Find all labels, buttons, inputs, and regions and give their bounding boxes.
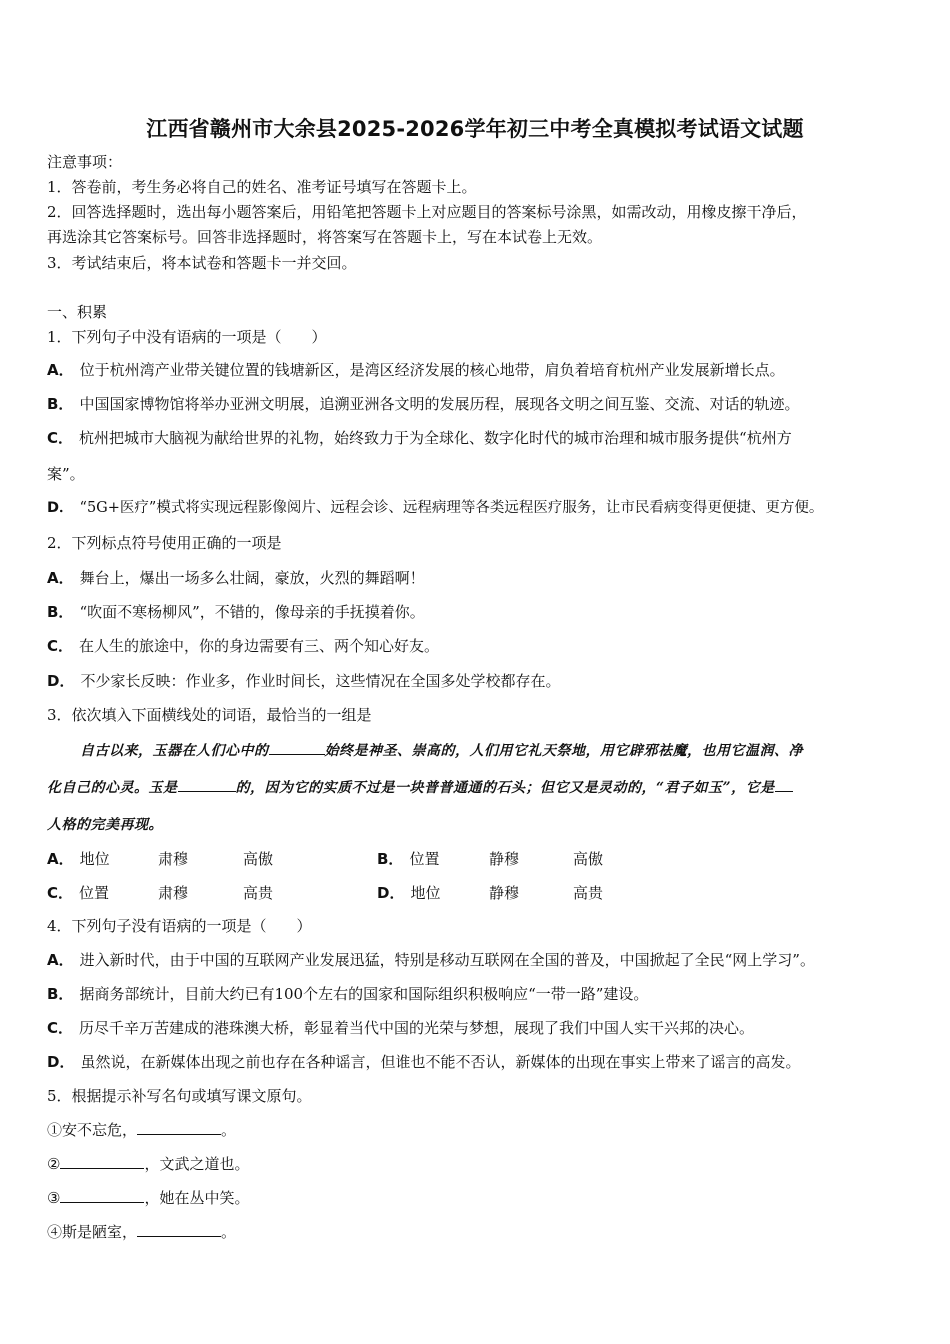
option-word: 位置 <box>79 884 110 902</box>
item-text: ，文武之道也。 <box>144 1155 250 1173</box>
fill-item <box>47 1120 236 1140</box>
item-text: 斯是陋室， <box>62 1223 138 1241</box>
notice-item: 再选涂其它答案标号。回答非选择题时，将答案写在答题卡上，写在本试卷上无效。 <box>47 228 603 246</box>
option-text: 虽然说，在新媒体出现之前也存在各种谣言，但谁也不能不否认，新媒体的出现在事实上带来了谣言的高发。 <box>80 1053 801 1071</box>
option-letter: B． <box>47 603 74 621</box>
option-row <box>47 950 815 970</box>
option-letter: A． <box>47 951 74 969</box>
option-row <box>47 1018 754 1038</box>
option-letter-text: D． <box>377 884 405 902</box>
option-row <box>47 1052 800 1072</box>
passage-text: 始终是神圣、崇高的，人们用它礼天祭地，用它辟邪祛魔，也用它温润、净 <box>324 743 803 759</box>
item-number: ④ <box>47 1223 63 1241</box>
option-word: 地位 <box>79 850 110 868</box>
option-letter <box>377 848 439 869</box>
option-word: 肃穆 <box>158 850 189 868</box>
question-stem: 5．根据提示补写名句或填写课文原句。 <box>47 1087 312 1105</box>
option-row <box>47 360 785 380</box>
notice-item: 3．考试结束后，将本试卷和答题卡一并交回。 <box>47 254 357 272</box>
option-letter <box>47 848 110 869</box>
item-text: 。 <box>221 1121 237 1139</box>
option-text: 位于杭州湾产业带关键位置的钱塘新区，是湾区经济发展的核心地带，肩负着培育杭州产业发展新增长点。 <box>79 361 785 379</box>
option-letter: C． <box>47 637 74 655</box>
passage-line <box>47 777 793 798</box>
option-word: 高傲 <box>573 850 604 868</box>
option-text: “5G+医疗”模式将实现远程影像阅片、远程会诊、远程病理等各类远程医疗服务，让市民看病变得更便捷、更方便。 <box>79 500 824 516</box>
item-number: ② <box>47 1155 61 1173</box>
option-text: “吹面不寒杨柳风”，不错的，像母亲的手抚摸着你。 <box>79 603 425 621</box>
item-number: ① <box>47 1121 63 1139</box>
passage-text: 的，因为它的实质不过是一块普普通通的石头；但它又是灵动的，“君子如玉”，它是 <box>235 780 775 796</box>
notice-heading: 注意事项： <box>47 153 123 171</box>
fill-blank <box>137 1120 221 1135</box>
option-word: 地位 <box>410 884 441 902</box>
question-stem: 2．下列标点符号使用正确的一项是 <box>47 534 282 552</box>
option-letter: C． <box>47 1019 74 1037</box>
passage-text: 化自己的心灵。玉是 <box>47 780 178 796</box>
question-stem: 4．下列句子没有语病的一项是（ ） <box>47 917 312 935</box>
option-row <box>47 671 560 691</box>
option-text: 舞台上，爆出一场多么壮阔，豪放，火烈的舞蹈啊！ <box>79 569 425 587</box>
item-text: ，她在丛中笑。 <box>144 1189 250 1207</box>
option-word: 高贵 <box>243 884 274 902</box>
question-stem: 3．依次填入下面横线处的词语，最恰当的一组是 <box>47 706 372 724</box>
option-text: 据商务部统计，目前大约已有100个左右的国家和国际组织积极响应“一带一路”建设。 <box>79 985 649 1003</box>
option-letter-text: A． <box>47 850 74 868</box>
option-letter: B． <box>47 395 74 413</box>
option-letter: A． <box>47 361 74 379</box>
page-title: 江西省赣州市大余县2025-2026学年初三中考全真模拟考试语文试题 <box>146 117 804 141</box>
option-word: 肃穆 <box>158 884 189 902</box>
fill-item <box>47 1222 236 1242</box>
option-text: 不少家长反映：作业多，作业时间长，这些情况在全国多处学校都存在。 <box>80 672 561 690</box>
passage-text: 自古以来，玉器在人们心中的 <box>80 743 269 759</box>
fill-blank <box>269 740 325 755</box>
fill-blank <box>775 777 793 792</box>
option-row <box>47 984 648 1004</box>
question-stem: 1．下列句子中没有语病的一项是（ ） <box>47 328 327 346</box>
option-row <box>47 464 85 484</box>
fill-item <box>47 1154 249 1174</box>
fill-blank <box>60 1154 144 1169</box>
item-text: 安不忘危， <box>62 1121 138 1139</box>
option-letter: D． <box>47 500 74 516</box>
fill-blank <box>137 1222 221 1237</box>
option-word: 高傲 <box>243 850 274 868</box>
item-number: ③ <box>47 1189 61 1207</box>
option-letter: D． <box>47 1053 75 1071</box>
option-text: 在人生的旅途中，你的身边需要有三、两个知心好友。 <box>79 637 440 655</box>
option-letter: D． <box>47 672 75 690</box>
option-letter-text: B． <box>377 850 404 868</box>
option-text: 历尽千辛万苦建成的港珠澳大桥，彰显着当代中国的光荣与梦想，展现了我们中国人实干兴邦的决心。 <box>79 1019 755 1037</box>
option-row <box>47 602 425 622</box>
option-text: 案”。 <box>47 465 85 483</box>
passage-line <box>80 740 803 761</box>
fill-item <box>47 1188 249 1208</box>
fill-blank <box>178 777 236 792</box>
option-letter <box>47 882 109 903</box>
option-letter <box>377 882 440 903</box>
option-word: 静穆 <box>489 850 520 868</box>
option-row <box>47 394 799 414</box>
item-text: 。 <box>221 1223 237 1241</box>
passage-line: 人格的完美再现。 <box>47 817 163 833</box>
option-letter: C． <box>47 429 74 447</box>
section-heading: 一、积累 <box>47 303 108 321</box>
option-letter-text: C． <box>47 884 74 902</box>
option-row <box>47 568 425 588</box>
option-row <box>47 428 792 448</box>
notice-item: 2．回答选择题时，选出每小题答案后，用铅笔把答题卡上对应题目的答案标号涂黑，如需改动，用橡皮擦干净后， <box>47 203 807 221</box>
option-word: 位置 <box>409 850 440 868</box>
option-row <box>47 636 439 656</box>
option-row <box>47 498 823 518</box>
option-letter: A． <box>47 569 74 587</box>
option-text: 杭州把城市大脑视为献给世界的礼物，始终致力于为全球化、数字化时代的城市治理和城市服务提供“杭州方 <box>79 429 792 447</box>
notice-item: 1．答卷前，考生务必将自己的姓名、准考证号填写在答题卡上。 <box>47 178 477 196</box>
option-text: 中国国家博物馆将举办亚洲文明展，追溯亚洲各文明的发展历程，展现各文明之间互鉴、交流、对话的轨迹。 <box>79 395 800 413</box>
option-word: 高贵 <box>573 884 604 902</box>
fill-blank <box>60 1188 144 1203</box>
option-letter: B． <box>47 985 74 1003</box>
option-word: 静穆 <box>489 884 520 902</box>
option-text: 进入新时代，由于中国的互联网产业发展迅猛，特别是移动互联网在全国的普及，中国掀起了全民“网上学习”。 <box>79 951 815 969</box>
